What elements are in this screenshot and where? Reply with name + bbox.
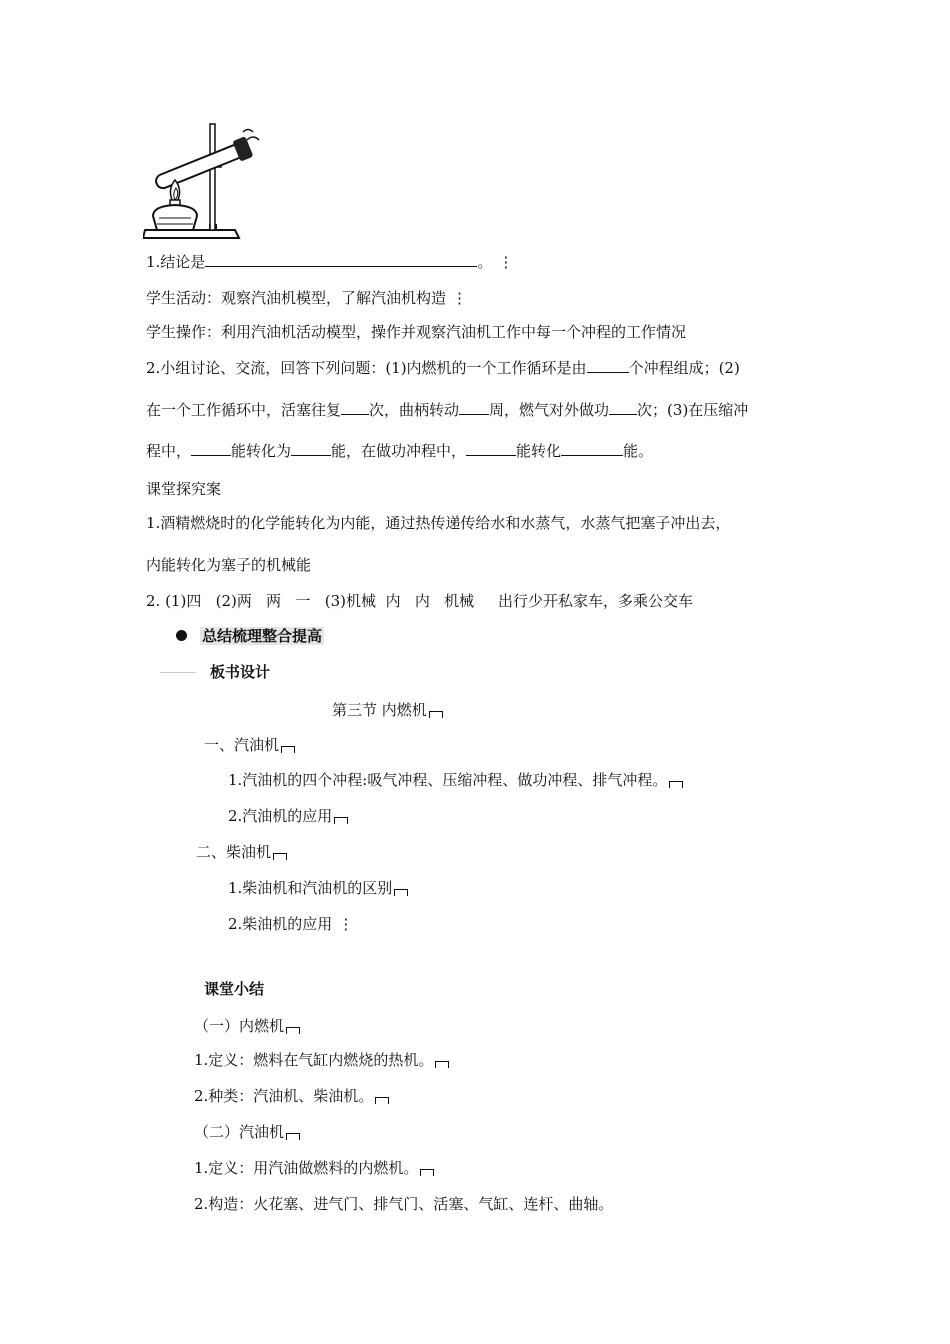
paragraph-mark-icon: [435, 1061, 449, 1068]
paragraph-mark-icon: [286, 1027, 300, 1034]
paragraph-mark-icon: [420, 1169, 434, 1176]
paragraph-mark-icon: [281, 746, 295, 753]
q2-text-k: 能。: [623, 442, 654, 460]
q2-text-b: 个冲程组成；(2): [628, 359, 740, 377]
q2-text-d: 次，曲柄转动: [369, 401, 460, 419]
answer-1-line-2: 内能转化为塞子的机械能: [146, 556, 312, 574]
board-item-1-2: [228, 806, 348, 826]
q2-text-c: 在一个工作循环中，活塞往复: [146, 401, 342, 419]
paragraph-mark-icon: [429, 711, 443, 718]
board-item-1-1-text: 1.汽油机的四个冲程:吸气冲程、压缩冲程、做功冲程、排气冲程。: [228, 771, 668, 789]
board-title: [332, 700, 443, 720]
q2-text-h: 能转化为: [231, 442, 292, 460]
q2-blank-work: [609, 400, 637, 415]
lesson-part-2-text: （二）汽油机: [194, 1123, 285, 1141]
paragraph-mark-icon: [334, 817, 348, 824]
q2-blank-piston: [341, 400, 369, 415]
lesson-summary-heading: 课堂小结: [204, 980, 265, 998]
divider: [160, 672, 196, 673]
lesson-item-1-1: [194, 1050, 449, 1070]
q2-blank-energy-1: [191, 441, 231, 456]
board-item-2-1-text: 1.柴油机和汽油机的区别: [228, 879, 393, 897]
q2-text-a: 2.小组讨论、交流，回答下列问题：(1)内燃机的一个工作循环是由: [146, 359, 587, 377]
lesson-item-1-2: [194, 1086, 389, 1106]
q2-blank-energy-3: [466, 441, 516, 456]
board-item-1-2-text: 2.汽油机的应用: [228, 807, 333, 825]
lesson-item-2-1-text: 1.定义：用汽油做燃料的内燃机。: [194, 1159, 419, 1177]
board-section-2: [196, 842, 287, 862]
question-2-line-3: [146, 441, 653, 461]
answer-2: 2. (1)四 (2)两 两 一 (3)机械 内 内 机械 出行少开私家车，多乘公交车: [146, 592, 694, 610]
paragraph-mark-icon: [375, 1097, 389, 1104]
summary-heading: [200, 626, 324, 646]
board-heading: 板书设计: [210, 663, 271, 681]
lesson-part-1: [194, 1016, 300, 1036]
board-section-1-text: 一、汽油机: [204, 736, 280, 754]
conclusion-prefix: 1.结论是: [146, 253, 206, 271]
conclusion-trail: ⋮: [498, 253, 514, 271]
continuation-mark: ⋮: [338, 915, 354, 933]
board-section-1: [204, 735, 295, 755]
paragraph-mark-icon: [669, 781, 683, 788]
lesson-part-1-text: （一）内燃机: [194, 1017, 285, 1035]
lesson-part-2: [194, 1122, 300, 1142]
lesson-item-2-2: 2.构造：火花塞、进气门、排气门、活塞、气缸、连杆、曲轴。: [194, 1195, 614, 1213]
bullet-icon: [176, 630, 187, 641]
paragraph-mark-icon: [286, 1133, 300, 1140]
summary-heading-text: 总结梳理整合提高: [202, 627, 323, 645]
board-section-2-text: 二、柴油机: [196, 843, 272, 861]
lesson-item-1-2-text: 2.种类：汽油机、柴油机。: [194, 1087, 374, 1105]
answers-heading: 课堂探究案: [146, 480, 222, 498]
q2-blank-strokes: [587, 358, 629, 373]
board-title-text: 第三节 内燃机: [332, 701, 427, 719]
conclusion-blank: [205, 252, 477, 267]
q2-blank-crank: [459, 400, 489, 415]
test-tube-heating-apparatus-icon: [143, 120, 263, 245]
lesson-item-1-1-text: 1.定义：燃料在气缸内燃烧的热机。: [194, 1051, 434, 1069]
q2-text-e: 周，燃气对外做功: [489, 401, 610, 419]
student-activity-mark: ⋮: [452, 289, 468, 307]
question-2-line-2: [146, 400, 748, 420]
lesson-item-2-1: [194, 1158, 434, 1178]
conclusion-suffix: 。: [477, 253, 493, 271]
board-item-1-1: [228, 770, 683, 790]
q2-text-i: 能，在做功冲程中，: [331, 442, 467, 460]
answer-1-line-1: 1.酒精燃烧时的化学能转化为内能，通过热传递传给水和水蒸气，水蒸气把塞子冲出去，: [146, 514, 731, 532]
student-operation: 学生操作：利用汽油机活动模型，操作并观察汽油机工作中每一个冲程的工作情况: [146, 323, 687, 341]
conclusion-line: [146, 252, 513, 272]
board-item-2-2-text: 2.柴油机的应用: [228, 915, 333, 933]
question-2-line-1: [146, 358, 740, 378]
board-item-2-1: [228, 878, 408, 898]
student-activity: [146, 288, 467, 308]
q2-blank-energy-4: [561, 441, 623, 456]
q2-text-g: 程中，: [146, 442, 192, 460]
paragraph-mark-icon: [273, 853, 287, 860]
q2-text-j: 能转化: [516, 442, 562, 460]
q2-blank-energy-2: [291, 441, 331, 456]
paragraph-mark-icon: [394, 889, 408, 896]
q2-text-f: 次；(3)在压缩冲: [637, 401, 749, 419]
board-item-2-2: [228, 914, 353, 934]
student-activity-text: 学生活动：观察汽油机模型，了解汽油机构造: [146, 289, 447, 307]
